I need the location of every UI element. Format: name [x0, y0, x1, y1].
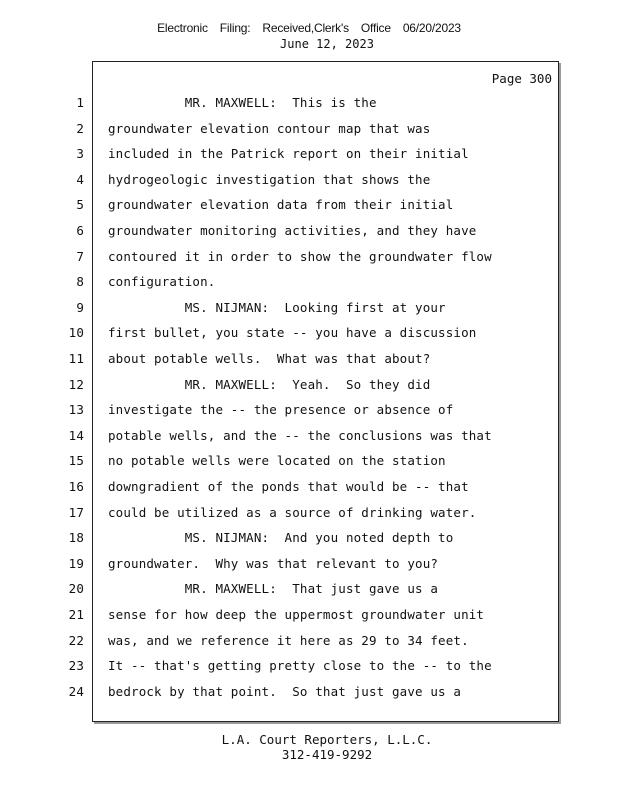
line-number: 4 — [76, 171, 84, 187]
line-number: 8 — [76, 274, 84, 290]
transcript-line — [0, 223, 560, 243]
transcript-line — [0, 530, 560, 550]
line-text: first bullet, you state -- you have a discussion — [108, 325, 477, 341]
court-reporter-name: L.A. Court Reporters, L.L.C. — [221, 732, 433, 747]
court-reporter-phone: 312-419-9292 — [281, 747, 373, 762]
transcript-line — [0, 300, 560, 320]
line-text: configuration. — [108, 274, 216, 290]
transcript-line — [0, 428, 560, 448]
line-number: 16 — [68, 479, 84, 494]
transcript-line — [0, 479, 560, 499]
line-number: 19 — [68, 555, 84, 571]
line-number: 21 — [68, 607, 84, 622]
line-text: MR. MAXWELL: Yeah. So they did — [108, 376, 431, 392]
line-number: 23 — [68, 658, 84, 674]
line-number: 22 — [68, 632, 84, 648]
line-number: 6 — [76, 223, 84, 238]
transcript-line — [0, 684, 560, 704]
transcript-line — [0, 581, 560, 601]
line-number: 13 — [68, 402, 84, 418]
hearing-date: June 12, 2023 — [280, 37, 374, 51]
line-number: 15 — [68, 453, 84, 469]
filing-stamp-word: Filing: — [219, 21, 251, 35]
transcript-line — [0, 351, 560, 371]
line-text: hydrogeologic investigation that shows the — [108, 171, 431, 187]
line-text: potable wells, and the -- the conclusions was that — [108, 427, 492, 443]
line-text: bedrock by that point. So that just gave us a — [108, 683, 462, 699]
transcript-line — [0, 197, 560, 217]
transcript-line — [0, 505, 560, 525]
page-number: Page 300 — [491, 71, 552, 86]
line-text: contoured it in order to show the groundwater flow — [108, 248, 492, 264]
line-text: It -- that's getting pretty close to the -- to the — [108, 658, 492, 674]
line-text: MS. NIJMAN: Looking first at your — [108, 299, 446, 315]
transcript-line — [0, 121, 560, 141]
line-number: 7 — [76, 248, 84, 264]
filing-stamp-word: Received,Clerk's — [262, 21, 349, 35]
transcript-line — [0, 146, 560, 166]
transcript-line — [0, 274, 560, 294]
line-text: MR. MAXWELL: That just gave us a — [108, 581, 439, 597]
electronic-filing-stamp — [0, 21, 618, 35]
line-number: 12 — [68, 376, 84, 392]
line-text: groundwater elevation contour map that was — [108, 120, 431, 136]
line-text: included in the Patrick report on their initial — [108, 146, 469, 162]
transcript-line — [0, 453, 560, 473]
line-number: 11 — [68, 351, 84, 366]
line-number: 24 — [68, 683, 84, 699]
line-number: 5 — [76, 197, 84, 213]
line-text: was, and we reference it here as 29 to 34 feet. — [108, 632, 469, 648]
line-number: 1 — [76, 95, 84, 110]
transcript-line — [0, 95, 560, 115]
transcript-line — [0, 402, 560, 422]
line-text: no potable wells were located on the station — [108, 453, 446, 469]
line-number: 10 — [68, 325, 84, 341]
line-number: 14 — [68, 427, 84, 443]
line-text: MS. NIJMAN: And you noted depth to — [108, 530, 454, 546]
line-text: MR. MAXWELL: This is the — [108, 95, 377, 110]
line-text: groundwater. Why was that relevant to you? — [108, 555, 439, 571]
line-number: 18 — [68, 530, 84, 546]
line-number: 17 — [68, 504, 84, 520]
line-text: could be utilized as a source of drinking water. — [108, 504, 477, 520]
line-text: groundwater monitoring activities, and they have — [108, 223, 477, 238]
transcript-line — [0, 556, 560, 576]
line-number: 20 — [68, 581, 84, 597]
line-text: groundwater elevation data from their initial — [108, 197, 454, 213]
line-number: 3 — [76, 146, 84, 162]
transcript-line — [0, 172, 560, 192]
line-text: investigate the -- the presence or absence of — [108, 402, 454, 418]
transcript-line — [0, 325, 560, 345]
transcript-line — [0, 607, 560, 627]
transcript-line — [0, 658, 560, 678]
transcript-line — [0, 249, 560, 269]
filing-stamp-date: 06/20/2023 — [402, 21, 461, 35]
line-text: about potable wells. What was that about? — [108, 351, 431, 366]
line-text: downgradient of the ponds that would be -- that — [108, 479, 469, 494]
filing-stamp-word: Electronic — [157, 21, 208, 35]
filing-stamp-word: Office — [360, 21, 391, 35]
line-number: 2 — [76, 120, 84, 136]
line-text: sense for how deep the uppermost groundwater unit — [108, 607, 485, 622]
transcript-line — [0, 633, 560, 653]
line-number: 9 — [76, 299, 84, 315]
transcript-line — [0, 377, 560, 397]
